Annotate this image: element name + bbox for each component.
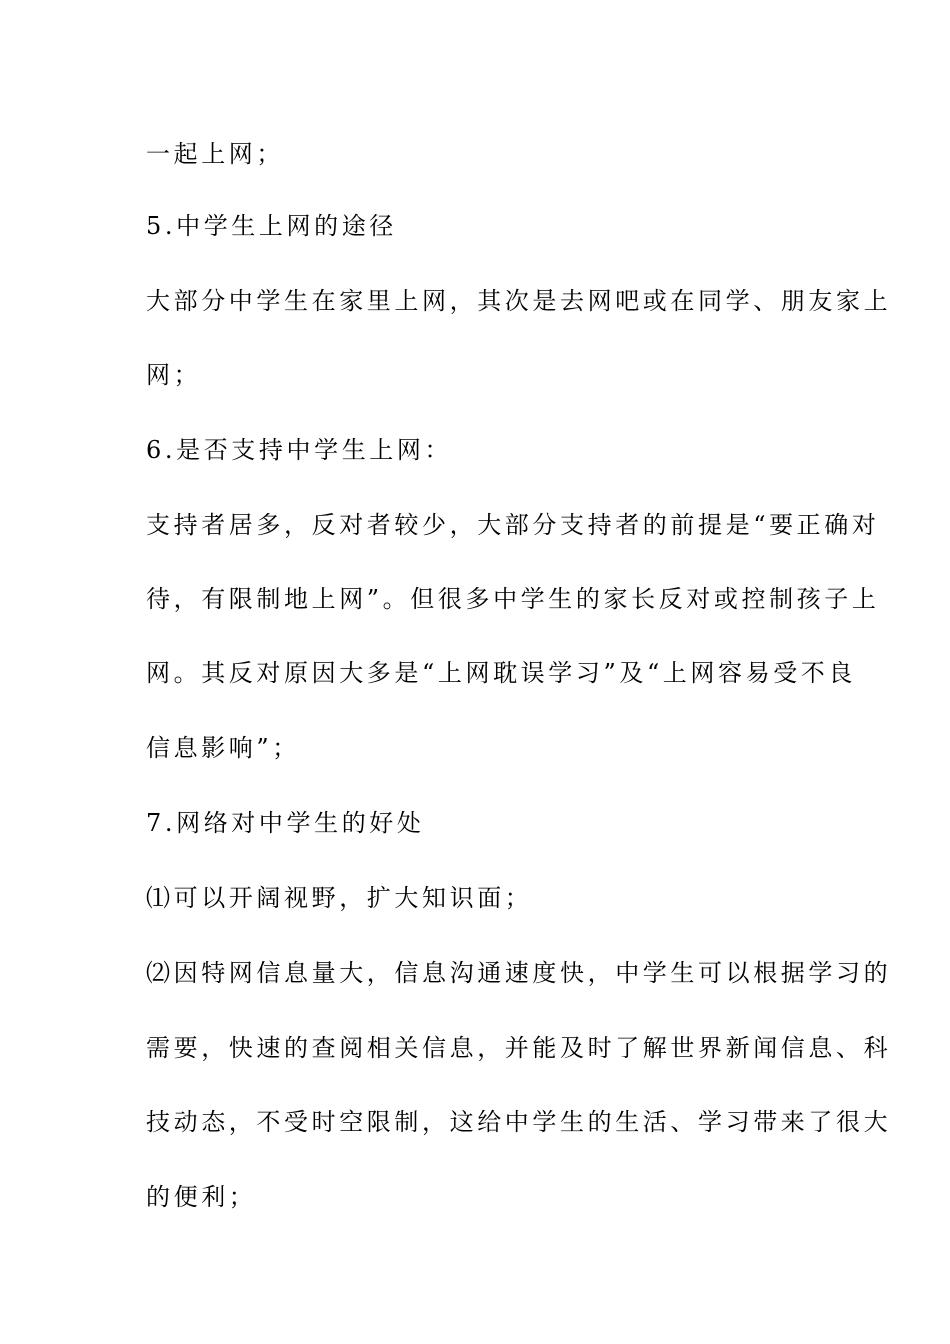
text-line: 支持者居多，反对者较少，大部分支持者的前提是“要正确对 <box>146 511 880 539</box>
section-heading-6: 6.是否支持中学生上网： <box>146 436 453 464</box>
text-line: 信息影响”； <box>146 734 300 762</box>
text-line: 技动态，不受时空限制，这给中学生的生活、学习带来了很大 <box>146 1108 892 1136</box>
text-line: 网。其反对原因大多是“上网耽误学习”及“上网容易受不良 <box>146 659 857 687</box>
text-line: 的便利； <box>146 1183 257 1211</box>
text-line: 待，有限制地上网”。但很多中学生的家长反对或控制孩子上 <box>146 585 880 613</box>
text-line: 一起上网； <box>146 140 284 168</box>
list-item-1: ⑴可以开阔视野，扩大知识面； <box>146 884 533 912</box>
text-line: 网； <box>146 361 202 389</box>
text-line: 大部分中学生在家里上网，其次是去网吧或在同学、朋友家上 <box>146 287 892 315</box>
section-heading-5: 5.中学生上网的途径 <box>146 212 397 240</box>
list-item-2: ⑵因特网信息量大，信息沟通速度快，中学生可以根据学习的 <box>146 959 892 987</box>
section-heading-7: 7.网络对中学生的好处 <box>146 809 425 837</box>
text-line: 需要，快速的查阅相关信息，并能及时了解世界新闻信息、科 <box>146 1034 892 1062</box>
